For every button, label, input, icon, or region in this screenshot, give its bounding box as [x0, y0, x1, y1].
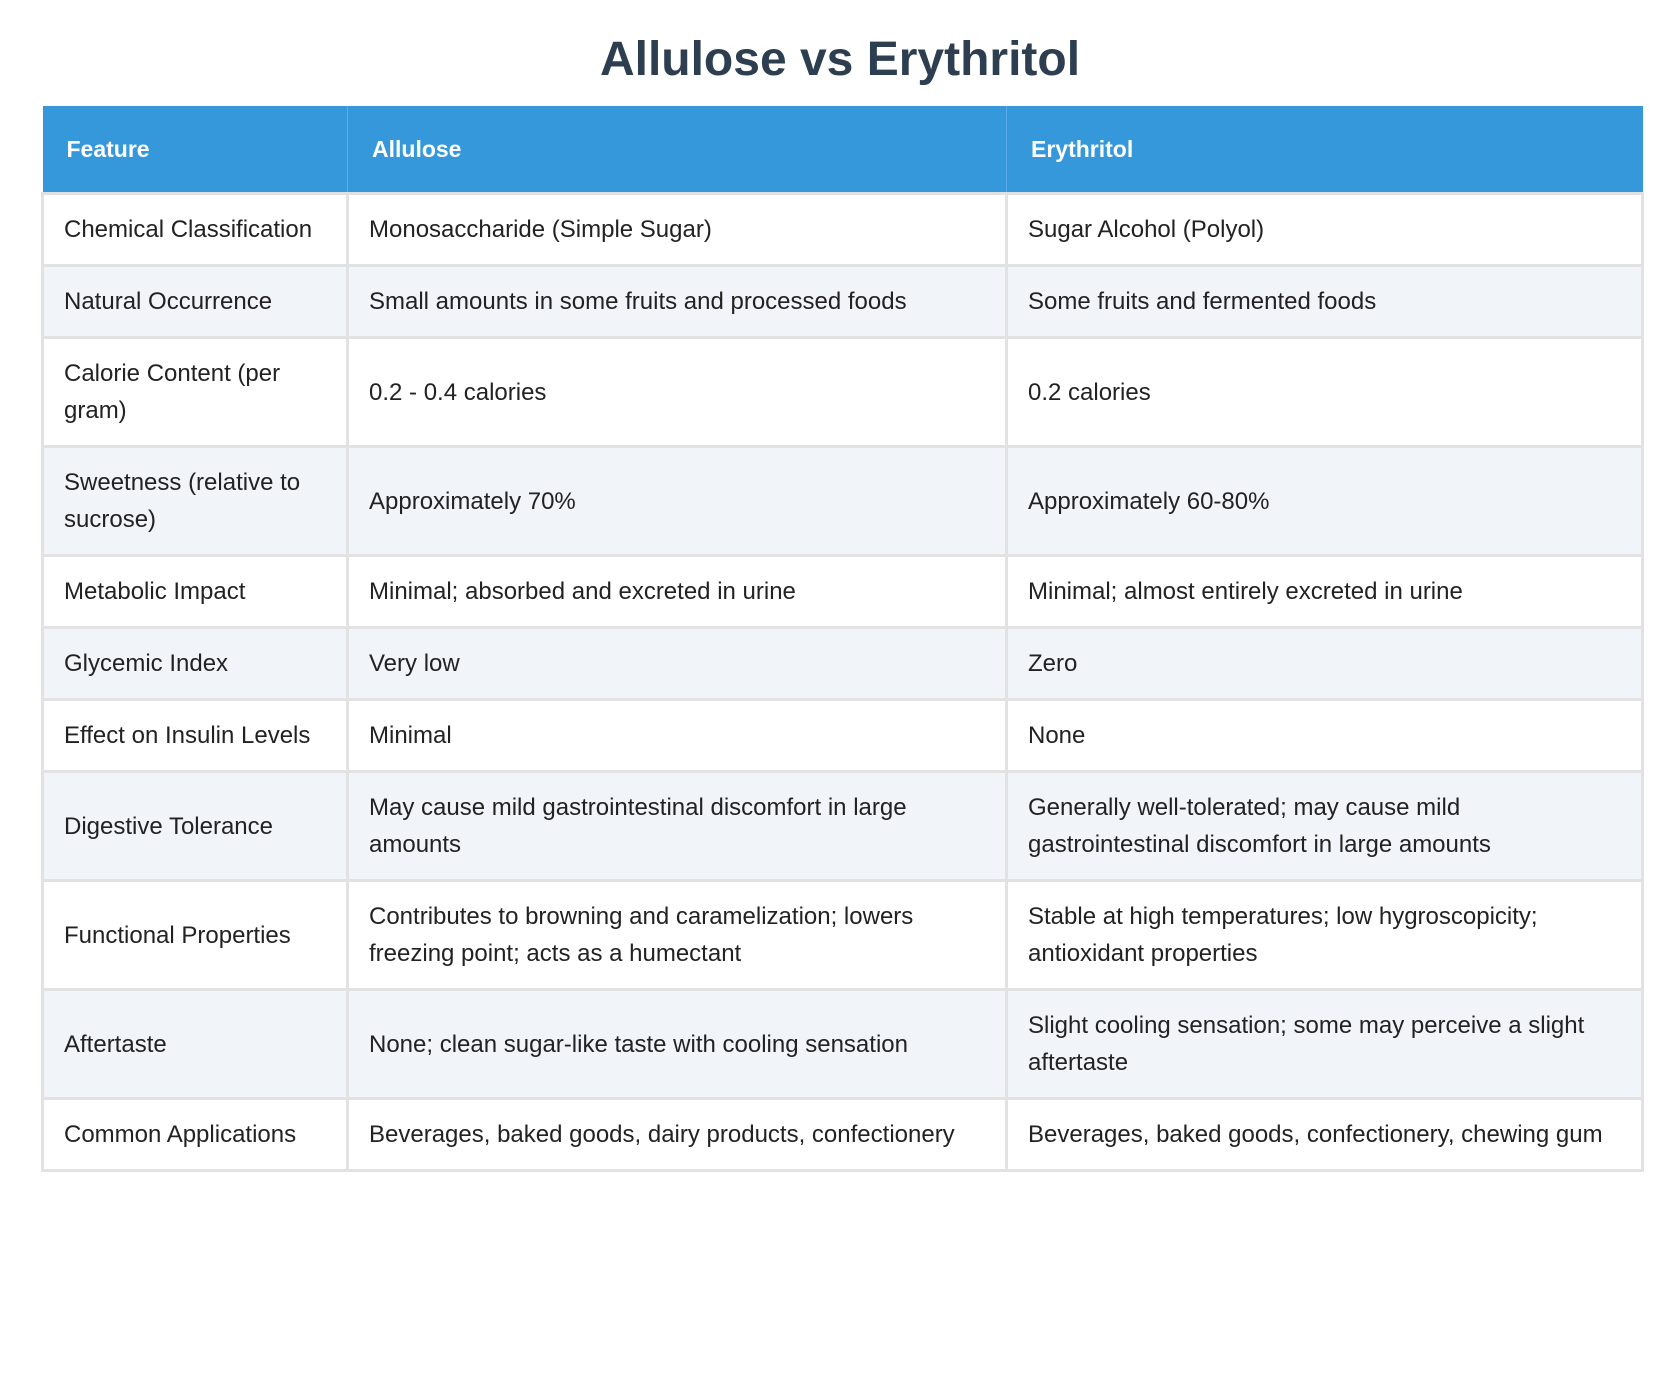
allulose-cell: Contributes to browning and caramelization; lowers freezing point; acts as a humectant: [348, 881, 1007, 990]
allulose-cell: 0.2 - 0.4 calories: [348, 338, 1007, 447]
feature-cell: Common Applications: [43, 1099, 348, 1171]
header-allulose: Allulose: [348, 106, 1007, 194]
table-row: [43, 628, 1643, 700]
erythritol-cell: Zero: [1007, 628, 1643, 700]
table-row: [43, 772, 1643, 881]
allulose-cell: Beverages, baked goods, dairy products, confectionery: [348, 1099, 1007, 1171]
allulose-cell: Small amounts in some fruits and processed foods: [348, 266, 1007, 338]
erythritol-cell: Sugar Alcohol (Polyol): [1007, 194, 1643, 266]
erythritol-cell: None: [1007, 700, 1643, 772]
feature-cell: Calorie Content (per gram): [43, 338, 348, 447]
allulose-cell: Monosaccharide (Simple Sugar): [348, 194, 1007, 266]
table-header: [43, 106, 1643, 194]
erythritol-cell: Slight cooling sensation; some may perceive a slight aftertaste: [1007, 990, 1643, 1099]
header-erythritol: Erythritol: [1007, 106, 1643, 194]
allulose-cell: May cause mild gastrointestinal discomfort in large amounts: [348, 772, 1007, 881]
table-row: [43, 266, 1643, 338]
erythritol-cell: Generally well-tolerated; may cause mild gastrointestinal discomfort in large amounts: [1007, 772, 1643, 881]
table-row: [43, 447, 1643, 556]
feature-cell: Glycemic Index: [43, 628, 348, 700]
feature-cell: Chemical Classification: [43, 194, 348, 266]
allulose-cell: Approximately 70%: [348, 447, 1007, 556]
feature-cell: Metabolic Impact: [43, 556, 348, 628]
allulose-cell: Very low: [348, 628, 1007, 700]
table-row: [43, 556, 1643, 628]
erythritol-cell: Beverages, baked goods, confectionery, chewing gum: [1007, 1099, 1643, 1171]
table-row: [43, 194, 1643, 266]
erythritol-cell: Stable at high temperatures; low hygroscopicity; antioxidant properties: [1007, 881, 1643, 990]
erythritol-cell: Some fruits and fermented foods: [1007, 266, 1643, 338]
table-row: [43, 990, 1643, 1099]
table-row: [43, 881, 1643, 990]
feature-cell: Digestive Tolerance: [43, 772, 348, 881]
feature-cell: Sweetness (relative to sucrose): [43, 447, 348, 556]
header-row: [43, 106, 1643, 194]
table-row: [43, 700, 1643, 772]
erythritol-cell: Minimal; almost entirely excreted in urine: [1007, 556, 1643, 628]
feature-cell: Natural Occurrence: [43, 266, 348, 338]
feature-cell: Aftertaste: [43, 990, 348, 1099]
feature-cell: Effect on Insulin Levels: [43, 700, 348, 772]
table-row: [43, 338, 1643, 447]
page-title: Allulose vs Erythritol: [599, 33, 1081, 86]
header-feature: Feature: [43, 106, 348, 194]
erythritol-cell: 0.2 calories: [1007, 338, 1643, 447]
erythritol-cell: Approximately 60-80%: [1007, 447, 1643, 556]
allulose-cell: Minimal: [348, 700, 1007, 772]
allulose-cell: None; clean sugar-like taste with cooling sensation: [348, 990, 1007, 1099]
allulose-cell: Minimal; absorbed and excreted in urine: [348, 556, 1007, 628]
feature-cell: Functional Properties: [43, 881, 348, 990]
table-row: [43, 1099, 1643, 1171]
comparison-table: [41, 106, 1644, 1172]
table-body: [43, 194, 1643, 1171]
